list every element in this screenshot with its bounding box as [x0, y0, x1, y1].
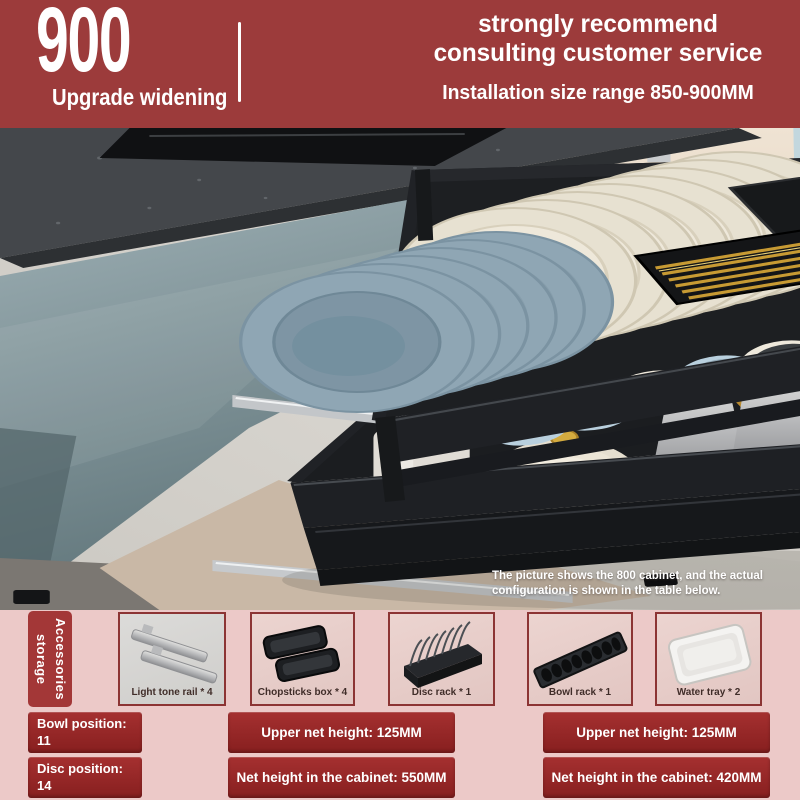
accessory-label: Light tone rail * 4: [131, 686, 213, 698]
cabinet-net-height-badge-420: Net height in the cabinet: 420MM: [543, 757, 770, 798]
header-recommendation: [402, 10, 794, 105]
product-photo: [0, 128, 800, 610]
header-banner: [0, 0, 800, 128]
accessory-tile-water-tray: [655, 612, 762, 706]
disc-position-value: 14: [37, 777, 52, 793]
photo-caption: The picture shows the 800 cabinet, and the actual configuration is shown in the table below.: [492, 570, 763, 597]
accessories-storage-label: Accessories storage: [28, 611, 72, 707]
accessory-tile-bowl-rack: [527, 612, 633, 706]
kitchen-scene-illustration: [0, 128, 800, 610]
cabinet-net-height-badge-550: Net height in the cabinet: 550MM: [228, 757, 455, 798]
upper-net-height-badge-550: Upper net height: 125MM: [228, 712, 455, 753]
disc-position-label: Disc position:: [37, 760, 123, 776]
bowl-position-badge: [28, 712, 142, 753]
accessory-tile-chopsticks-box: [250, 612, 355, 706]
accessory-label: Chopsticks box * 4: [257, 686, 348, 698]
accessory-tile-rail: [118, 612, 226, 706]
recommend-line-1: strongly recommend: [478, 10, 718, 38]
install-range: Installation size range 850-900MM: [442, 81, 754, 104]
header-divider: [238, 22, 241, 102]
accessory-label: Disc rack * 1: [411, 686, 472, 698]
accessory-tile-disc-rack: [388, 612, 495, 706]
upper-net-height-badge-420: Upper net height: 125MM: [543, 712, 770, 753]
disc-position-badge: [28, 757, 142, 798]
size-subtitle: Upgrade widening: [52, 84, 228, 110]
recommend-line-2: consulting customer service: [433, 39, 763, 68]
accessories-strip: [0, 610, 800, 800]
bowl-position-value: 11: [37, 732, 51, 748]
accessory-label: Water tray * 2: [676, 686, 741, 698]
bowl-position-label: Bowl position:: [37, 715, 127, 731]
size-number: 900: [36, 0, 131, 91]
accessory-label: Bowl rack * 1: [548, 686, 612, 698]
